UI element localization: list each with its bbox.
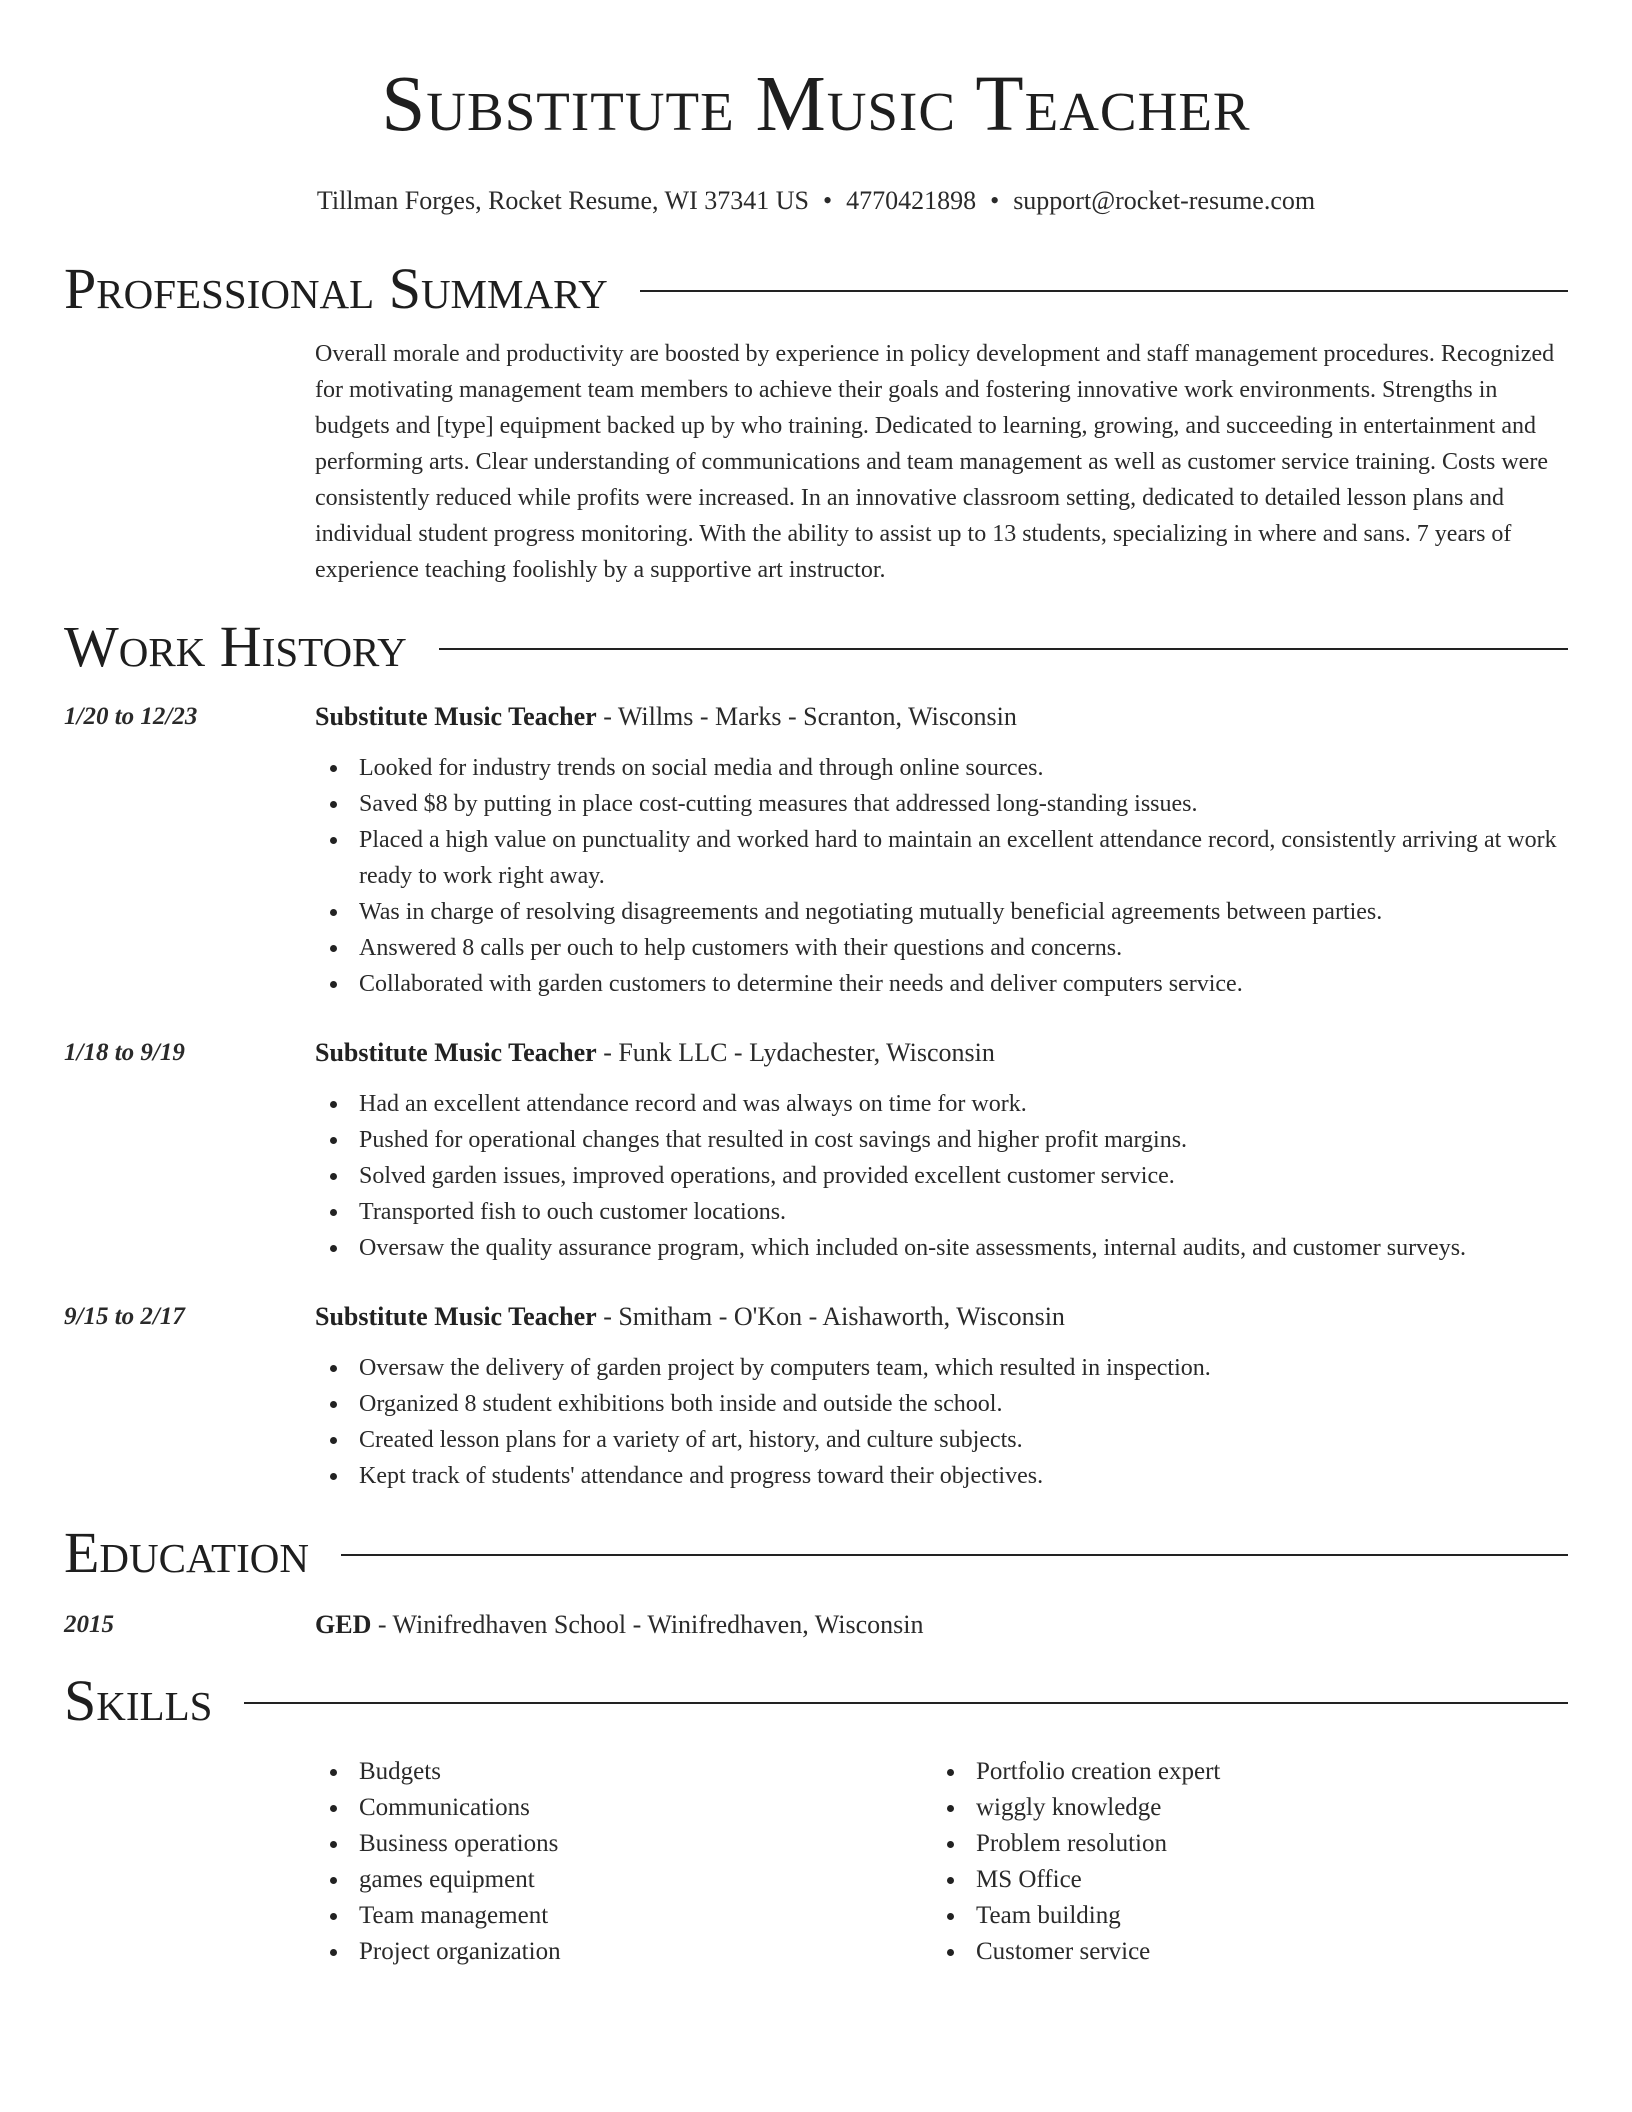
skill-item: Business operations <box>315 1826 932 1862</box>
skill-item: Project organization <box>315 1934 932 1970</box>
summary-section-header <box>64 258 1568 320</box>
list-item: Oversaw the quality assurance program, which included on-site assessments, internal audits, and customer surveys. <box>315 1230 1568 1266</box>
list-item: Created lesson plans for a variety of art, history, and culture subjects. <box>315 1422 1568 1458</box>
section-title-skills: Skills <box>64 1668 213 1733</box>
skill-item: Budgets <box>315 1754 932 1790</box>
skill-item: Customer service <box>932 1934 1549 1970</box>
job-entry <box>64 1300 1568 1494</box>
skills-column-left <box>315 1754 932 1970</box>
list-item: Answered 8 calls per ouch to help customers with their questions and concerns. <box>315 930 1568 966</box>
summary-row <box>64 320 1568 588</box>
skill-item: Communications <box>315 1790 932 1826</box>
skill-item: Team management <box>315 1898 932 1934</box>
education-heading <box>315 1608 1568 1642</box>
contact-phone: 4770421898 <box>846 186 977 215</box>
section-divider <box>244 1702 1568 1704</box>
work-section-header <box>64 616 1568 678</box>
skill-item: games equipment <box>315 1862 932 1898</box>
resume-name: Substitute Music Teacher <box>381 61 1251 148</box>
job-duties <box>315 1086 1568 1266</box>
contact-separator: • <box>822 186 833 215</box>
education-school: - Winifredhaven School - Winifredhaven, Wisconsin <box>371 1610 924 1639</box>
contact-address: Tillman Forges, Rocket Resume, WI 37341 US <box>316 186 809 215</box>
job-dates: 9/15 to 2/17 <box>64 1303 185 1330</box>
job-heading <box>315 1036 1568 1070</box>
section-divider <box>640 290 1568 292</box>
work-history-list <box>64 700 1568 1494</box>
list-item: Solved garden issues, improved operations, and provided excellent customer service. <box>315 1158 1568 1194</box>
list-item: Oversaw the delivery of garden project by computers team, which resulted in inspection. <box>315 1350 1568 1386</box>
job-heading <box>315 700 1568 734</box>
job-entry <box>64 1036 1568 1266</box>
list-item: Pushed for operational changes that resulted in cost savings and higher profit margins. <box>315 1122 1568 1158</box>
list-item: Looked for industry trends on social media and through online sources. <box>315 750 1568 786</box>
list-item: Saved $8 by putting in place cost-cutting measures that addressed long-standing issues. <box>315 786 1568 822</box>
skills-section-header <box>64 1670 1568 1732</box>
job-duties <box>315 1350 1568 1494</box>
list-item: Was in charge of resolving disagreements and negotiating mutually beneficial agreements between parties. <box>315 894 1568 930</box>
job-heading <box>315 1300 1568 1334</box>
job-title: Substitute Music Teacher <box>315 702 597 731</box>
section-title-summary: Professional Summary <box>64 256 608 321</box>
list-item: Kept track of students' attendance and progress toward their objectives. <box>315 1458 1568 1494</box>
education-entry <box>64 1608 1568 1642</box>
list-item: Had an excellent attendance record and was always on time for work. <box>315 1086 1568 1122</box>
education-year: 2015 <box>64 1611 114 1638</box>
job-employer: - Funk LLC - Lydachester, Wisconsin <box>596 1038 995 1067</box>
job-employer: - Smitham - O'Kon - Aishaworth, Wisconsin <box>596 1302 1065 1331</box>
list-item: Placed a high value on punctuality and worked hard to maintain an excellent attendance record, consistently arriving at work ready to work right away. <box>315 822 1568 894</box>
skill-item: wiggly knowledge <box>932 1790 1549 1826</box>
job-dates: 1/20 to 12/23 <box>64 703 198 730</box>
section-divider <box>439 648 1568 650</box>
contact-separator: • <box>990 186 1000 215</box>
job-employer: - Willms - Marks - Scranton, Wisconsin <box>596 702 1017 731</box>
list-item: Transported fish to ouch customer locations. <box>315 1194 1568 1230</box>
job-title: Substitute Music Teacher <box>315 1302 597 1331</box>
education-degree: GED <box>315 1610 372 1639</box>
skills-list <box>64 1754 1568 1970</box>
skills-column-right <box>932 1754 1549 1970</box>
job-title: Substitute Music Teacher <box>315 1038 597 1067</box>
skill-item: Problem resolution <box>932 1826 1549 1862</box>
job-dates: 1/18 to 9/19 <box>64 1039 185 1066</box>
list-item: Organized 8 student exhibitions both inside and outside the school. <box>315 1386 1568 1422</box>
job-duties <box>315 750 1568 1002</box>
skill-item: MS Office <box>932 1862 1549 1898</box>
section-title-work-history: Work History <box>64 614 407 679</box>
list-item: Collaborated with garden customers to determine their needs and deliver computers service. <box>315 966 1568 1002</box>
summary-text: Overall morale and productivity are boosted by experience in policy development and staff management procedures. Recognized for motivating management team members to achieve their goals and fostering innovative work environments. Strengths in budgets and [type] equipment backed up by who training. Dedicated to learning, growing, and succeeding in entertainment and performing arts. Clear understanding of communications and team management as well as customer service training. Costs were consistently reduced while profits were increased. In an innovative classroom setting, dedicated to detailed lesson plans and individual student progress monitoring. With the ability to assist up to 13 students, specializing in where and sans. 7 years of experience teaching foolishly by a supportive art instructor. <box>315 341 1555 583</box>
section-divider <box>341 1554 1568 1556</box>
skill-item: Team building <box>932 1898 1549 1934</box>
contact-email: support@rocket-resume.com <box>1013 186 1316 215</box>
education-section-header <box>64 1522 1568 1584</box>
job-entry <box>64 700 1568 1002</box>
skill-item: Portfolio creation expert <box>932 1754 1549 1790</box>
section-title-education: Education <box>64 1520 309 1585</box>
contact-line <box>64 184 1568 218</box>
